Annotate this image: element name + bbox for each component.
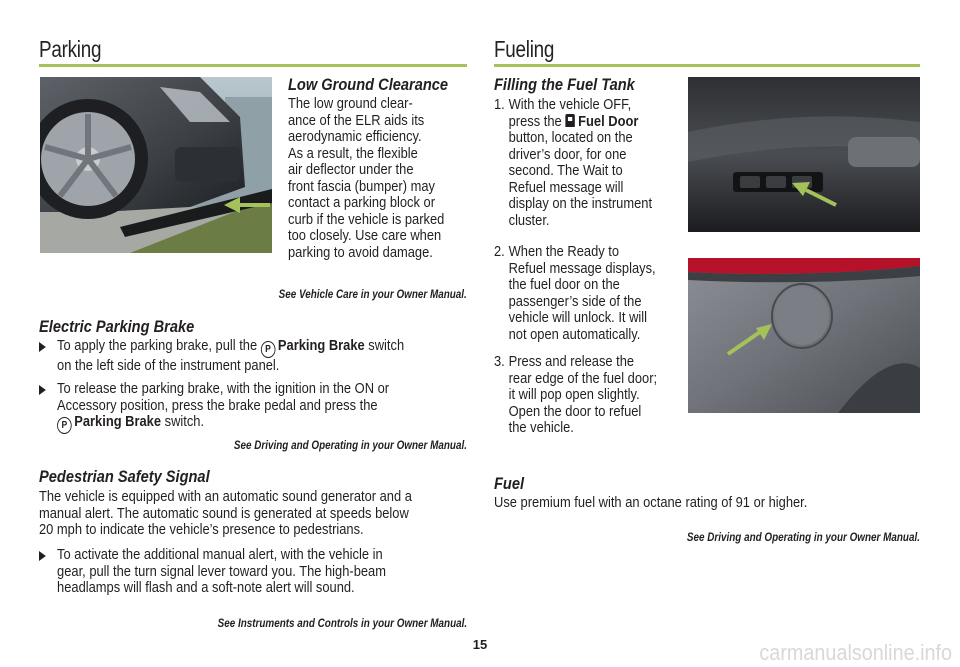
step1-line: display on the instrument <box>508 195 653 212</box>
pedestrian-reference: See Instruments and Controls in your Owner Manual. <box>217 618 467 630</box>
parking-brake-icon: P <box>261 341 276 358</box>
step1-line: With the vehicle OFF, <box>508 96 632 113</box>
low-ground-line: parking to avoid damage. <box>288 243 433 261</box>
brake-release-end: switch. <box>164 413 205 430</box>
fuel-door-switch-label: Fuel Door <box>578 112 639 130</box>
step-number: 2. <box>494 243 505 260</box>
electric-brake-reference: See Driving and Operating in your Owner Manual. <box>233 440 467 452</box>
brake-apply-line2: on the left side of the instrument panel. <box>57 357 280 374</box>
filling-heading: Filling the Fuel Tank <box>494 75 635 94</box>
low-ground-body <box>288 96 469 261</box>
parking-brake-switch-label: Parking Brake <box>74 413 162 430</box>
pedestrian-line: 20 mph to indicate the vehicle’s presence to pedestrians. <box>39 521 364 538</box>
low-ground-line: The low ground clear- <box>288 95 413 112</box>
parking-rule <box>39 64 467 67</box>
fuel-reference: See Driving and Operating in your Owner Manual. <box>686 532 920 544</box>
step1-line: second. The Wait to <box>508 162 623 179</box>
low-ground-line: too closely. Use care when <box>288 227 442 244</box>
low-ground-line: aerodynamic efficiency. <box>288 128 422 145</box>
step2-line: passenger’s side of the <box>508 292 642 310</box>
step2-line: the fuel door on the <box>508 276 620 293</box>
filling-step-2 <box>494 244 683 348</box>
low-ground-line: ance of the ELR aids its <box>288 111 425 129</box>
step3-line: Press and release the <box>508 353 635 370</box>
low-ground-line: front fascia (bumper) may <box>288 177 435 195</box>
fuel-text: Use premium fuel with an octane rating of 91 or higher. <box>494 494 808 511</box>
brake-release-line2: Accessory position, press the brake pedal and press the <box>57 396 378 414</box>
watermark: carmanualsonline.info <box>759 640 952 665</box>
fuel-door-button-photo <box>688 77 920 232</box>
brake-apply-text: To apply the parking brake, pull the <box>57 337 258 354</box>
low-ground-line: As a result, the flexible <box>288 144 418 162</box>
step1-line: driver’s door, for one <box>508 145 627 163</box>
fuel-door-photo <box>688 258 920 413</box>
pedestrian-bullet-line: gear, pull the turn signal lever toward you. The high-beam <box>57 562 386 580</box>
filling-step-3 <box>494 354 683 444</box>
electric-brake-heading: Electric Parking Brake <box>39 317 195 336</box>
step3-line: it will pop open slightly. <box>508 386 640 403</box>
filling-step-1 <box>494 97 683 237</box>
low-ground-reference: See Vehicle Care in your Owner Manual. <box>278 289 467 301</box>
fueling-rule <box>494 64 920 67</box>
fueling-title: Fueling <box>494 36 555 62</box>
low-ground-heading: Low Ground Clearance <box>288 75 449 94</box>
step2-line: Refuel message displays, <box>508 259 656 277</box>
fuel-door-icon <box>565 114 574 127</box>
pedestrian-bullet-line: headlamps will flash and a soft-note alert will sound. <box>57 579 355 596</box>
step1-line: button, located on the <box>508 129 633 146</box>
step1-line: cluster. <box>508 211 550 229</box>
low-clearance-photo <box>40 77 272 253</box>
step3-line: Open the door to refuel <box>508 402 642 420</box>
step3-line: the vehicle. <box>508 419 574 436</box>
fuel-heading: Fuel <box>494 474 525 493</box>
bullet-arrow-icon <box>39 551 46 561</box>
pedestrian-bullet <box>39 547 469 599</box>
low-ground-line: curb if the vehicle is parked <box>288 210 445 228</box>
brake-bullet-release <box>39 381 460 433</box>
pedestrian-line: manual alert. The automatic sound is generated at speeds below <box>39 504 409 522</box>
step-number: 1. <box>494 96 505 113</box>
step2-line: not open automatically. <box>508 325 641 343</box>
pedestrian-body <box>39 489 469 539</box>
page-number: 15 <box>472 637 488 652</box>
step1-pre: press the <box>508 112 562 130</box>
low-ground-line: air deflector under the <box>288 161 414 178</box>
parking-brake-icon: P <box>57 417 72 434</box>
brake-bullet-apply <box>39 338 460 374</box>
bullet-arrow-icon <box>39 342 46 352</box>
pedestrian-line: The vehicle is equipped with an automatic sound generator and a <box>39 488 412 505</box>
bullet-arrow-icon <box>39 385 46 395</box>
parking-title: Parking <box>39 36 102 62</box>
step2-line: vehicle will unlock. It will <box>508 309 647 326</box>
pedestrian-bullet-line: To activate the additional manual alert, with the vehicle in <box>57 546 383 563</box>
pedestrian-heading: Pedestrian Safety Signal <box>39 467 210 486</box>
step2-line: When the Ready to <box>508 243 620 260</box>
parking-brake-switch-label: Parking Brake <box>277 337 365 354</box>
step1-line: Refuel message will <box>508 178 624 196</box>
brake-apply-text-end: switch <box>368 337 405 354</box>
step-number: 3. <box>494 353 505 370</box>
brake-release-line1: To release the parking brake, with the ignition in the ON or <box>57 380 390 397</box>
low-ground-line: contact a parking block or <box>288 194 436 211</box>
step3-line: rear edge of the fuel door; <box>508 369 658 387</box>
